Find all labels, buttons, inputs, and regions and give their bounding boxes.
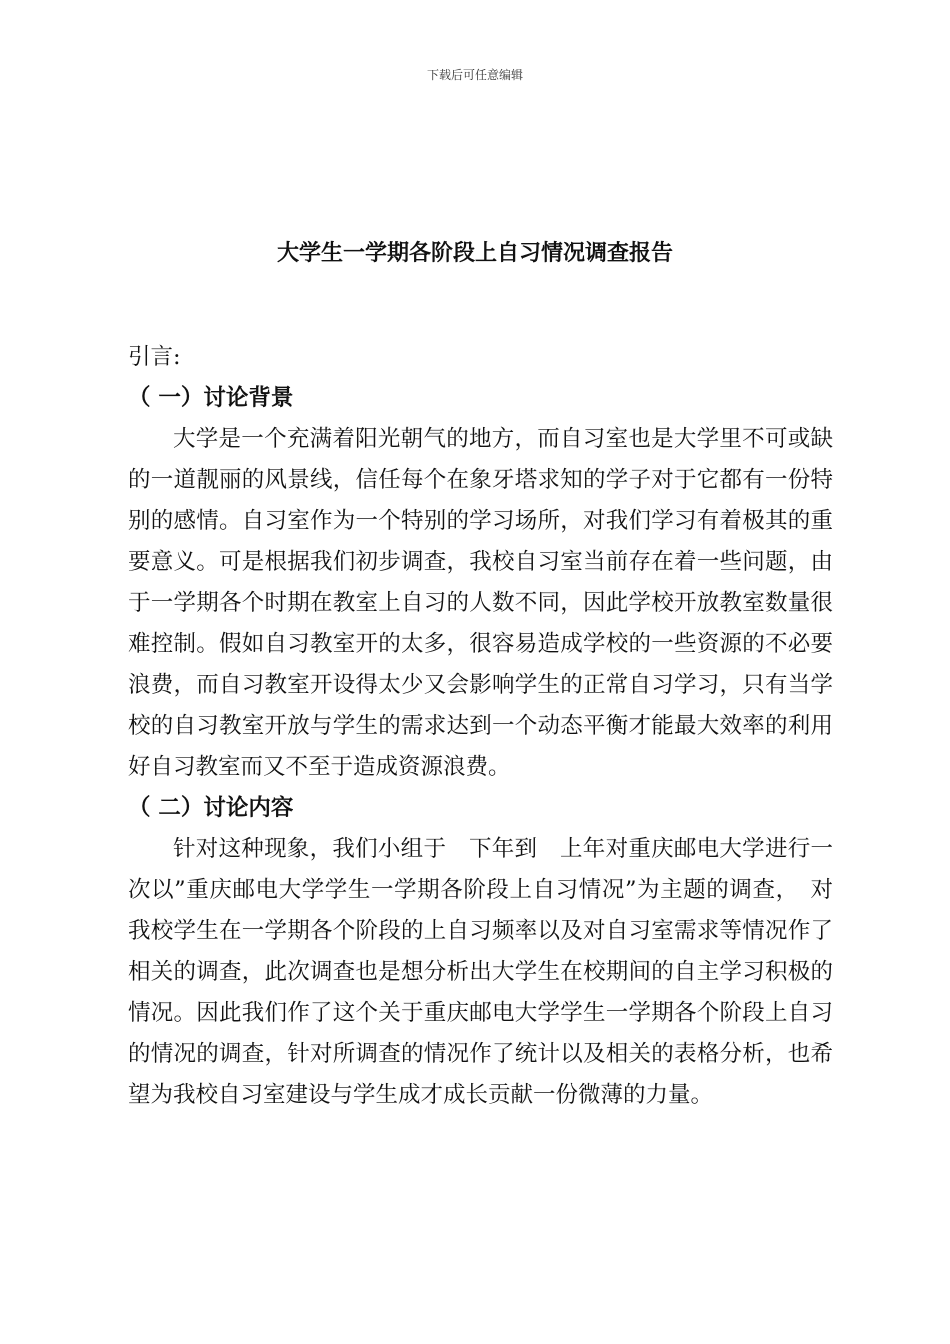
section-heading-content: （ 二）讨论内容	[128, 795, 294, 821]
intro-label: 引言:	[128, 344, 181, 370]
section-body-background	[128, 419, 833, 788]
section-heading-background: （ 一）讨论背景	[128, 385, 294, 411]
section-body-content	[128, 829, 833, 1116]
paragraph: 针对这种现象，我们小组于 下年到 上年对重庆邮电大学进行一次以”重庆邮电大学学生一学期各阶段上自习情况”为主题的调查， 对我校学生在一学期各个阶段的上自习频率以及对自习室需求等情况作了相关的调查，此次调查也是想分析出大学生在校期间的自主学习积极的情况。因此我们作了这个关于重庆邮电大学学生一学期各个阶段上自习的情况的调查，针对所调查的情况作了统计以及相关的表格分析，也希望为我校自习室建设与学生成才成长贡献一份微薄的力量。	[128, 836, 833, 1108]
paragraph: 大学是一个充满着阳光朝气的地方，而自习室也是大学里不可或缺的一道靓丽的风景线，信任每个在象牙塔求知的学子对于它都有一份特别的感情。自习室作为一个特别的学习场所，对我们学习有着极其的重要意义。可是根据我们初步调查，我校自习室当前存在着一些问题，由于一学期各个时期在教室上自习的人数不同，因此学校开放教室数量很难控制。假如自习教室开的太多，很容易造成学校的一些资源的不必要浪费，而自习教室开设得太少又会影响学生的正常自习学习，只有当学校的自习教室开放与学生的需求达到一个动态平衡才能最大效率的利用好自习教室而又不至于造成资源浪费。	[128, 426, 833, 780]
page-header-note: 下载后可任意编辑	[426, 68, 523, 82]
document-title: 大学生一学期各阶段上自习情况调查报告	[276, 241, 673, 266]
